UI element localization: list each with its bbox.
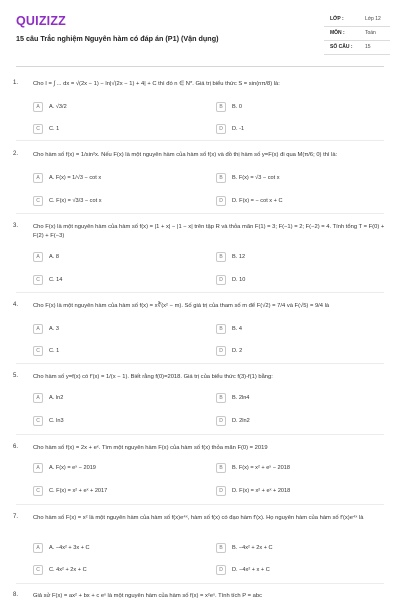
option-text: A. 3 <box>49 326 59 332</box>
option-c[interactable] <box>33 275 183 285</box>
option-text: A. ln2 <box>49 395 64 401</box>
header-divider <box>16 66 384 67</box>
question-divider <box>16 504 384 505</box>
option-letter-box: A <box>33 393 43 403</box>
meta-label: SỐ CÂU : <box>330 44 353 50</box>
option-b[interactable] <box>216 324 366 334</box>
option-text: B. 12 <box>232 254 246 260</box>
option-d[interactable] <box>216 416 366 426</box>
option-text: D. F(x) = x² + eˣ + 2018 <box>232 488 291 494</box>
question-number: 6. <box>13 444 19 450</box>
option-b[interactable] <box>216 252 366 262</box>
option-d[interactable] <box>216 565 366 575</box>
option-letter-box: C <box>33 124 43 134</box>
option-b[interactable] <box>216 393 366 403</box>
option-text: B. 2ln4 <box>232 395 250 401</box>
option-text: B. F(x) = √3 − cot x <box>232 175 280 181</box>
option-a[interactable] <box>33 463 183 473</box>
option-text: C. F(x) = x² + eˣ + 2017 <box>49 488 108 494</box>
question-text: Cho hàm số y=f(x) có f'(x) = 1/(x − 1). Biết rằng f(0)=2018. Giá trị của biểu thức f(3)-f(1) bằng: <box>33 374 273 380</box>
option-text: D. 2 <box>232 348 243 354</box>
option-letter-box: D <box>216 275 226 285</box>
option-a[interactable] <box>33 324 183 334</box>
option-letter-box: B <box>216 173 226 183</box>
option-letter-box: D <box>216 416 226 426</box>
worksheet-header <box>0 0 400 64</box>
question-divider <box>16 434 384 435</box>
meta-class <box>324 13 390 27</box>
option-a[interactable] <box>33 393 183 403</box>
option-letter-box: B <box>216 463 226 473</box>
option-c[interactable] <box>33 565 183 575</box>
option-text: D. -1 <box>232 126 245 132</box>
option-text: C. ln3 <box>49 418 64 424</box>
option-letter-box: C <box>33 486 43 496</box>
meta-subject <box>324 27 390 41</box>
question-text: Cho hàm số F(x) = x² là một nguyên hàm của hàm số f(x)e⁴ˣ, hàm số f(x) có đạo hàm f'(x). Họ nguyên hàm của hàm số f'(x)e⁴ˣ là <box>33 515 364 521</box>
question-divider <box>16 363 384 364</box>
option-text: B. 4 <box>232 326 242 332</box>
option-text: C. 1 <box>49 348 60 354</box>
question-text: Cho hàm số f(x) = 2x + eˣ. Tìm một nguyên hàm F(x) của hàm số f(x) thỏa mãn F(0) = 2019 <box>33 445 268 451</box>
option-letter-box: B <box>216 393 226 403</box>
option-text: D. 10 <box>232 277 246 283</box>
option-b[interactable] <box>216 463 366 473</box>
option-text: C. 4x² + 2x + C <box>49 567 87 573</box>
option-letter-box: D <box>216 486 226 496</box>
question-divider <box>16 583 384 584</box>
option-text: A. 8 <box>49 254 59 260</box>
option-text: B. 0 <box>232 104 242 110</box>
option-letter-box: C <box>33 275 43 285</box>
option-letter-box: B <box>216 543 226 553</box>
option-text: B. −4x² + 2x + C <box>232 545 273 551</box>
meta-label: MÔN : <box>330 30 345 36</box>
option-letter-box: D <box>216 346 226 356</box>
question-number: 7. <box>13 514 19 520</box>
question-text: Cho F(x) là một nguyên hàm của hàm số f(x) = |1 + x| − |1 − x| trên tập R và thỏa mãn F(1) = 3; F(−1) = 2; F(−2) = 4. Tính tổng T = F(0) + F(2) + F(−3) <box>33 224 385 239</box>
option-letter-box: B <box>216 252 226 262</box>
option-text: C. 1 <box>49 126 60 132</box>
question-text: Giả sử F(x) = ax² + bx + c eˣ là một nguyên hàm của hàm số f(x) = x²eˣ. Tính tích P = abc <box>33 593 262 599</box>
question-divider <box>16 213 384 214</box>
meta-value: Lớp 12 <box>365 16 381 22</box>
option-text: D. F(x) = − cot x + C <box>232 198 283 204</box>
question-text: Cho hàm số f(x) = 1/sin²x. Nếu F(x) là một nguyên hàm của hàm số f(x) và đồ thị hàm số y=F(x) đi qua M(π/6; 0) thì là: <box>33 152 338 158</box>
option-d[interactable] <box>216 486 366 496</box>
option-d[interactable] <box>216 275 366 285</box>
option-text: C. 14 <box>49 277 63 283</box>
option-a[interactable] <box>33 252 183 262</box>
option-letter-box: D <box>216 196 226 206</box>
option-letter-box: C <box>33 416 43 426</box>
option-letter-box: A <box>33 543 43 553</box>
option-text: A. √3/2 <box>49 104 67 110</box>
option-letter-box: D <box>216 565 226 575</box>
option-a[interactable] <box>33 543 183 553</box>
question-number: 4. <box>13 302 19 308</box>
option-letter-box: B <box>216 324 226 334</box>
option-letter-box: A <box>33 252 43 262</box>
option-letter-box: C <box>33 346 43 356</box>
meta-count <box>324 41 390 55</box>
option-letter-box: C <box>33 565 43 575</box>
option-c[interactable] <box>33 416 183 426</box>
option-letter-box: C <box>33 196 43 206</box>
option-letter-box: A <box>33 324 43 334</box>
option-text: C. F(x) = √3/3 − cot x <box>49 198 102 204</box>
option-d[interactable] <box>216 346 366 356</box>
option-d[interactable] <box>216 196 366 206</box>
option-text: A. −4x² + 3x + C <box>49 545 90 551</box>
meta-label: LỚP : <box>330 16 344 22</box>
option-a[interactable] <box>33 102 183 112</box>
option-text: D. −4x² + x + C <box>232 567 270 573</box>
question-divider <box>16 140 384 141</box>
question-number: 3. <box>13 223 19 229</box>
option-letter-box: A <box>33 463 43 473</box>
option-text: A. F(x) = 1/√3 − cot x <box>49 175 102 181</box>
question-text: Cho F(x) là một nguyên hàm của hàm số f(x) = x∛(x² − m). Số giá trị của tham số m để F(√2) = 7/4 và F(√5) = 9/4 là <box>33 303 330 309</box>
option-letter-box: D <box>216 124 226 134</box>
meta-value: Toán <box>365 30 376 36</box>
option-letter-box: A <box>33 102 43 112</box>
question-number: 2. <box>13 151 19 157</box>
option-b[interactable] <box>216 543 366 553</box>
option-text: B. F(x) = x² + eˣ − 2018 <box>232 465 290 471</box>
question-number: 8. <box>13 592 19 598</box>
quizizz-logo: QUIZIZZ <box>16 14 67 28</box>
option-c[interactable] <box>33 486 183 496</box>
question-number: 5. <box>13 373 19 379</box>
question-divider <box>16 292 384 293</box>
option-text: D. 2ln2 <box>232 418 250 424</box>
option-b[interactable] <box>216 102 366 112</box>
option-d[interactable] <box>216 124 366 134</box>
option-c[interactable] <box>33 346 183 356</box>
meta-value: 15 <box>365 44 371 50</box>
option-b[interactable] <box>216 173 366 183</box>
option-letter-box: A <box>33 173 43 183</box>
option-a[interactable] <box>33 173 183 183</box>
option-letter-box: B <box>216 102 226 112</box>
question-text: Cho I = ∫ ... dx = √(2x − 1) − ln|√(2x − 1) + 4| + C thì đó n ∈ N*. Giá trị biểu thức S = sin(nπ/8) là: <box>33 81 280 87</box>
question-number: 1. <box>13 80 19 86</box>
option-text: A. F(x) = eˣ − 2019 <box>49 465 96 471</box>
option-c[interactable] <box>33 124 183 134</box>
worksheet-title: 15 câu Trắc nghiệm Nguyên hàm có đáp án (P1) (Vận dụng) <box>16 34 219 43</box>
option-c[interactable] <box>33 196 183 206</box>
